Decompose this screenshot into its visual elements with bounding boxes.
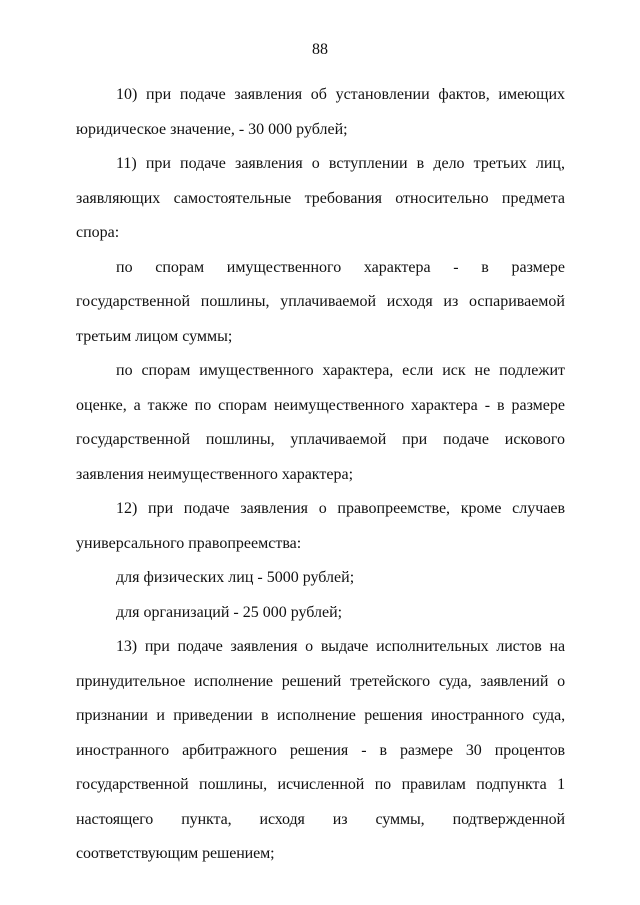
paragraph-item-10: 10) при подаче заявления об установлении фактов, имеющих юридическое значение, - 30 000 рублей; bbox=[76, 86, 565, 138]
document-body bbox=[76, 78, 565, 872]
paragraph-item-11: 11) при подаче заявления о вступлении в дело третьих лиц, заявляющих самостоятельные требования относительно предмета спора: bbox=[76, 155, 565, 241]
paragraph-organizations-fee: для организаций - 25 000 рублей; bbox=[116, 603, 343, 621]
paragraph-item-13: 13) при подаче заявления о выдаче исполнительных листов на принудительное исполнение решений третейского суда, заявлений о признании и приведении в исполнение решения иностранного суда, иностранного арбитражного решения - в размере 30 процентов государственной пошлины, исчисленной по правилам подпункта 1 настоящего пункта, исходя из суммы, подтвержденной соответствующим решением; bbox=[76, 638, 565, 862]
paragraph-item-12: 12) при подаче заявления о правопреемстве, кроме случаев универсального правопреемства: bbox=[76, 500, 565, 552]
paragraph-non-property-disputes: по спорам имущественного характера, если иск не подлежит оценке, а также по спорам неимущественного характера - в размере государственной пошлины, уплачиваемой при подаче искового заявления неимущественного характера; bbox=[76, 362, 565, 483]
paragraph-individuals-fee: для физических лиц - 5000 рублей; bbox=[116, 569, 355, 586]
paragraph-property-disputes: по спорам имущественного характера - в размере государственной пошлины, уплачиваемой исходя из оспариваемой третьим лицом суммы; bbox=[76, 258, 565, 345]
page-number: 88 bbox=[312, 41, 328, 58]
